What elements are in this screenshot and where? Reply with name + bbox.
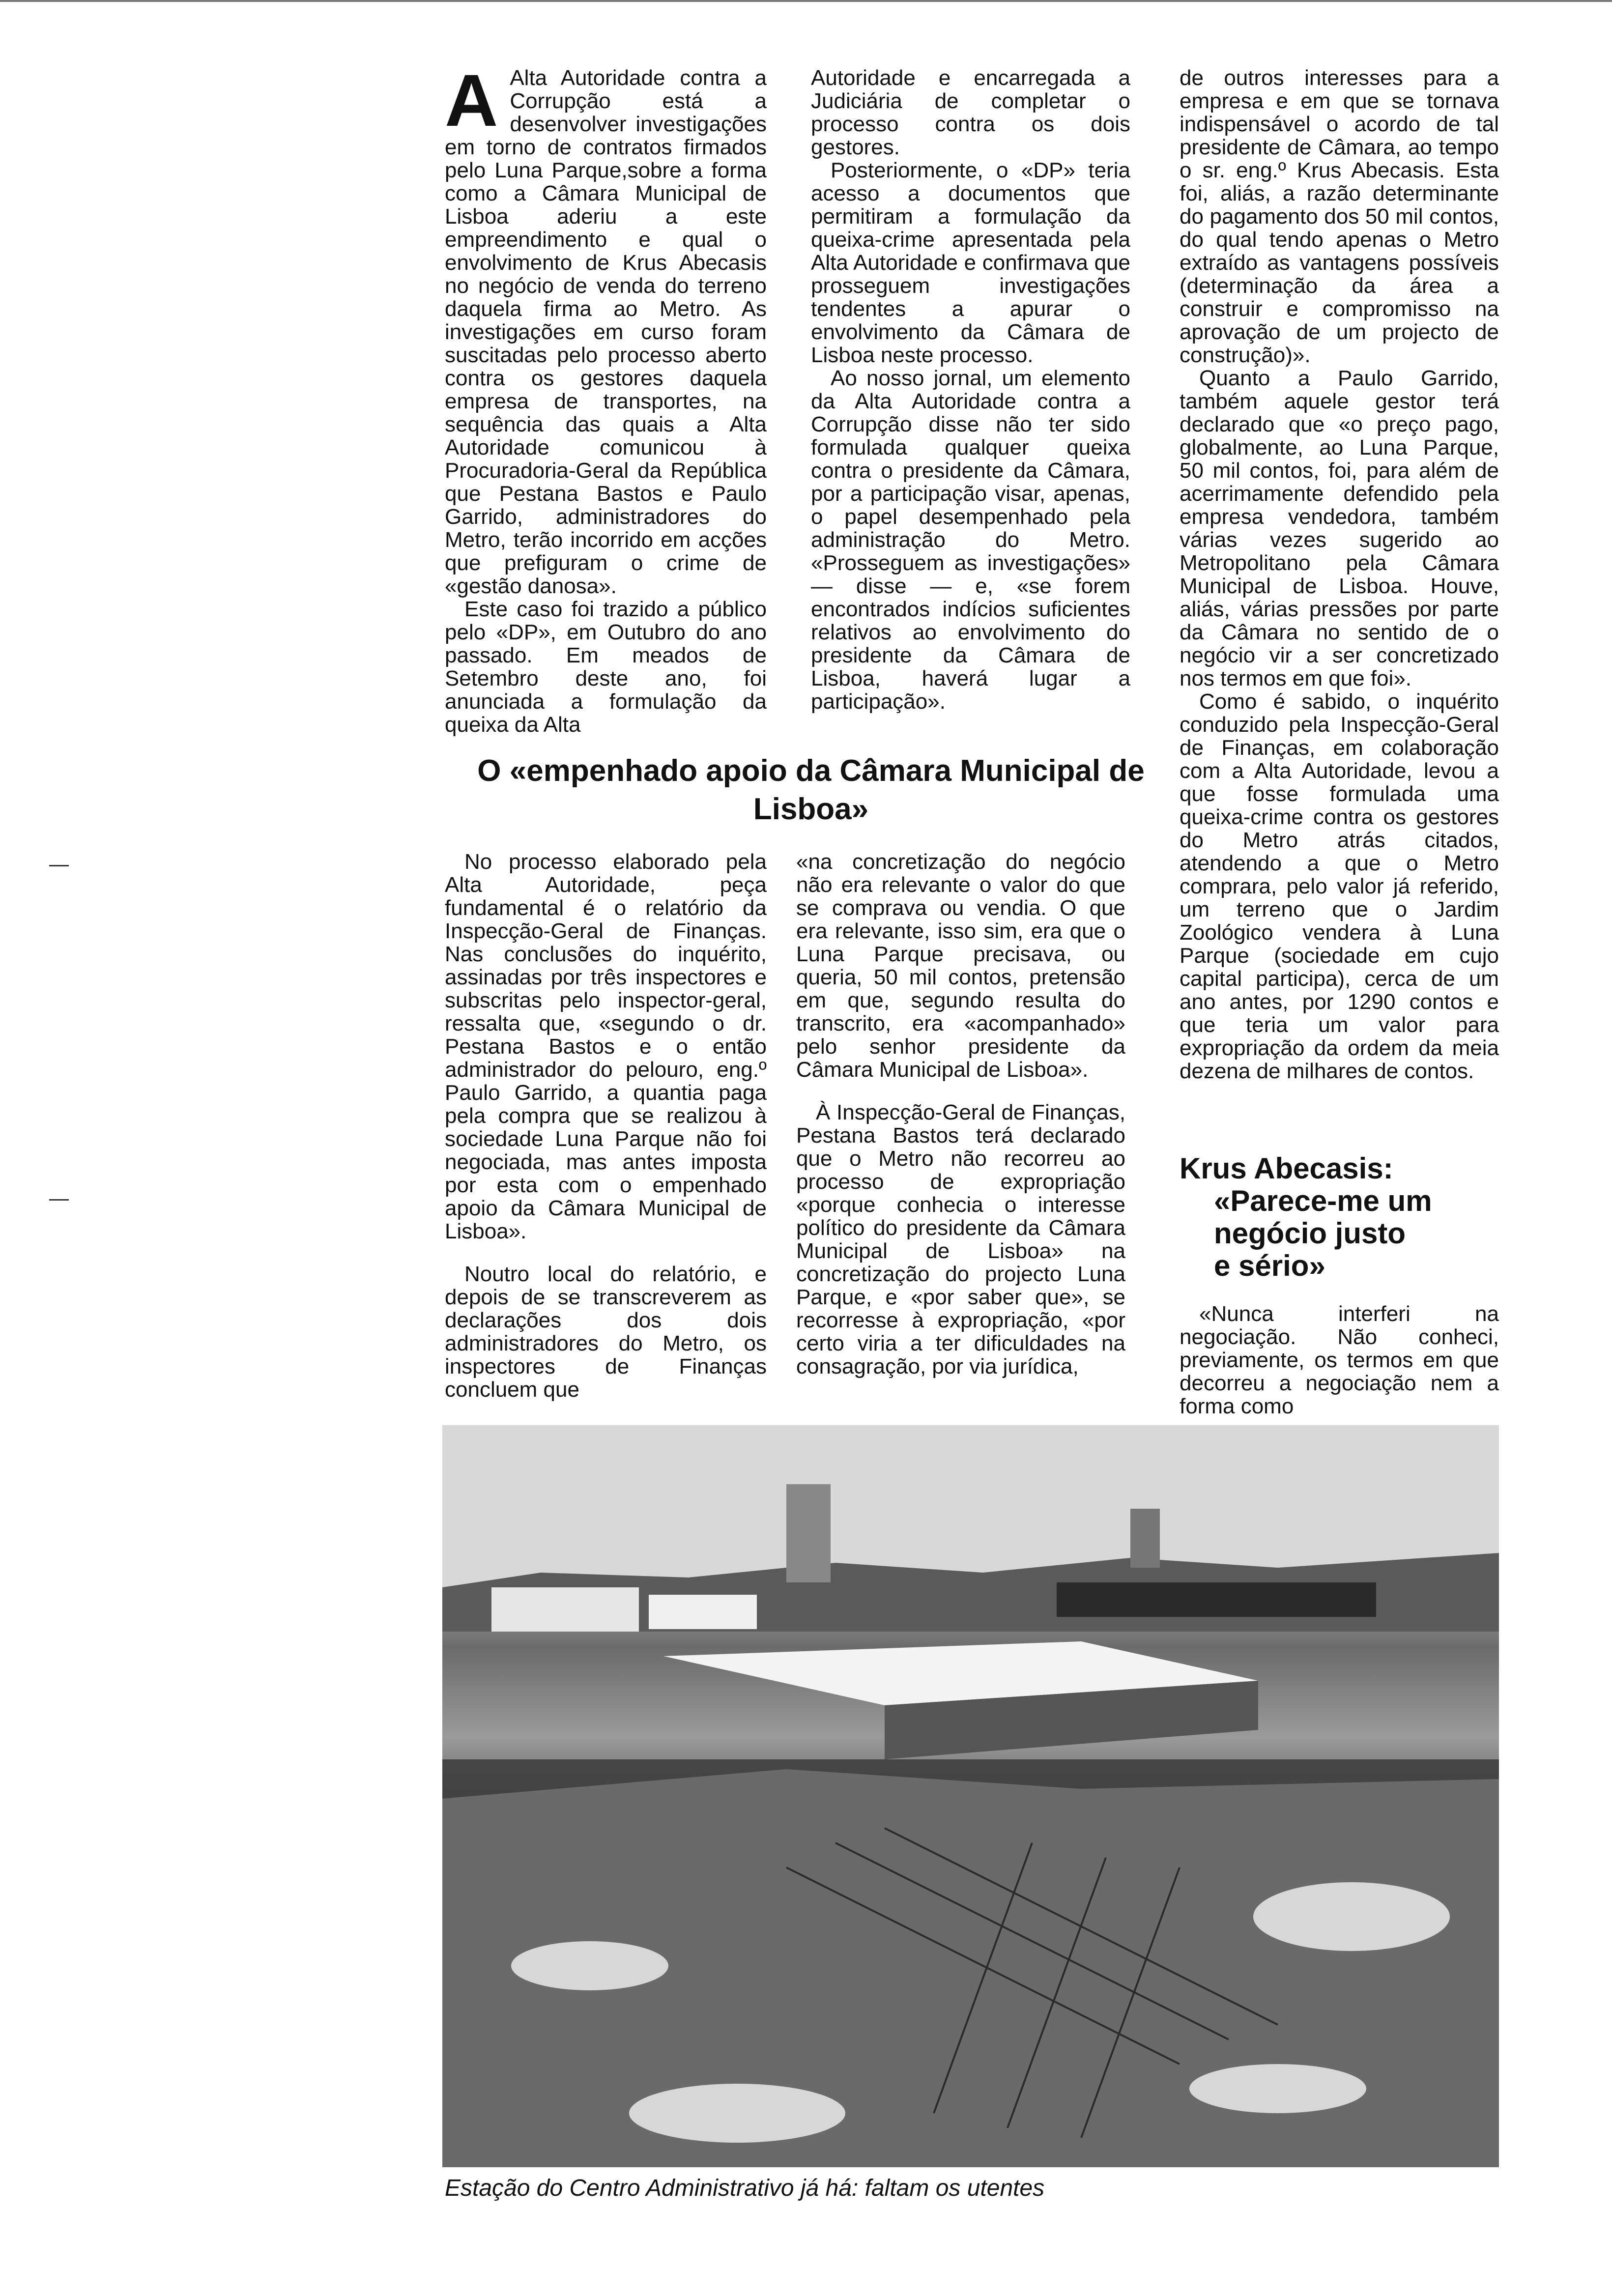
article-column-2-bottom [796,850,1125,1378]
paragraph: de outros interesses para a empresa e em que se tornava indispensável o acordo de tal presidente de Câmara, ao tempo o sr. eng.º Krus Abecasis. Esta foi, aliás, a razão determinante do pagamento dos 50 mil contos, do qual tendo apenas o Metro extraído as vantagens possíveis (determinação da área a construir e compromisso na aprovação de um projecto de construção)». [1180,66,1499,367]
subheadline [1180,1152,1494,1282]
construction-site-photo [442,1425,1499,2167]
margin-mark [49,1199,69,1201]
paragraph: «na concretização do negócio não era relevante o valor do que se comprava ou vendia. O que era relevante, isso sim, era que o Luna Parque precisava, ou queria, 50 mil contos, pretensão em que, segundo resulta do transcrito, era «acompanhado» pelo senhor presidente da Câmara Municipal de Lisboa». [796,850,1125,1082]
paragraph: Este caso foi trazido a público pelo «DP», em Outubro do ano passado. Em meados de Setembro deste ano, foi anunciada a formulação da queixa da Alta [445,597,767,737]
subheadline-line: «Parece-me um [1214,1184,1432,1217]
article-column-3-bottom [1180,1302,1499,1418]
subheadline-line: e sério» [1214,1249,1325,1282]
article-column-1-bottom [445,850,767,1401]
paragraph: Alta Autoridade contra a Corrupção está a desenvolver investigações em torno de contratos firmados pelo Luna Parque,sobre a forma como a Câmara Municipal de Lisboa aderiu a este empreendimento e qual o envolvimento de Krus Abecasis no negócio de venda do terreno daquela firma ao Metro. As investigações em curso foram suscitadas pelo processo aberto contra os gestores daquela empresa de transportes, na sequência das quais a Alta Autoridade comunicou à Procuradoria-Geral da República que Pestana Bastos e Paulo Garrido, administradores do Metro, terão incorrido em acções que prefiguram o crime de «gestão danosa». [445,66,767,598]
paragraph: Posteriormente, o «DP» teria acesso a documentos que permitiram a formulação da queixa-crime apresentada pela Alta Autoridade e confirmava que prosseguem investigações tendentes a apurar o envolvimento da Câmara de Lisboa neste processo. [811,158,1130,367]
photo-illustration [442,1425,1499,2167]
section-headline: O «empenhado apoio da Câmara Municipal de Lisboa» [477,754,1145,826]
subheadline-line: Krus Abecasis: [1180,1152,1393,1185]
paragraph: Como é sabido, o inquérito conduzido pela Inspecção-Geral de Finanças, em colaboração com a Alta Autoridade, levou a que fosse formulada uma queixa-crime contra os gestores do Metro atrás citados, atendendo a que o Metro comprara, pelo valor já referido, um terreno que o Jardim Zoológico vendera à Luna Parque (sociedade em cujo capital participa), cerca de um ano antes, por 1290 contos e que teria um valor para expropriação da ordem da meia dezena de milhares de contos. [1180,689,1499,1083]
top-rule [0,0,1612,2]
subheadline-line: negócio justo [1214,1217,1406,1250]
paragraph: «Nunca interferi na negociação. Não conheci, previamente, os termos em que decorreu a negociação nem a forma como [1180,1302,1499,1418]
paragraph: Noutro local do relatório, e depois de se transcreverem as declarações dos dois administradores do Metro, os inspectores de Finanças concluem que [445,1262,767,1402]
article-column-3 [1180,66,1499,1083]
paragraph: Autoridade e encarregada a Judiciária de completar o processo contra os dois gestores. [811,66,1130,159]
margin-mark [49,865,69,866]
article-column-2-top [811,66,1130,713]
paragraph: Quanto a Paulo Garrido, também aquele gestor terá declarado que «o preço pago, globalmente, ao Luna Parque, 50 mil contos, foi, para além de acerrimamente defendido pela empresa vendedora, também várias vezes sugerido ao Metropolitano pela Câmara Municipal de Lisboa. Houve, aliás, várias pressões por parte da Câmara no sentido de o negócio vir a ser concretizado nos termos em que foi». [1180,366,1499,690]
photo-caption: Estação do Centro Administrativo já há: faltam os utentes [445,2175,1045,2201]
paragraph: À Inspecção-Geral de Finanças, Pestana Bastos terá declarado que o Metro não recorreu ao processo de expropriação «porque conhecia o interesse político do presidente da Câmara Municipal de Lisboa» na concretização do projecto Luna Parque, e «por saber que», se recorresse à expropriação, «por certo viria a ter dificuldades na consagração, por via jurídica, [796,1100,1125,1378]
drop-cap: A [445,59,498,142]
article-column-1-top [445,59,767,737]
paragraph: Ao nosso jornal, um elemento da Alta Autoridade contra a Corrupção disse não ter sido formulada qualquer queixa contra o presidente da Câmara, por a participação visar, apenas, o papel desempenhado pela administração do Metro. «Prosseguem as investigações» — disse — e, «se forem encontrados indícios suficientes relativos ao envolvimento do presidente da Câmara de Lisboa, haverá lugar a participação». [811,366,1130,714]
paragraph: No processo elaborado pela Alta Autoridade, peça fundamental é o relatório da Inspecção-Geral de Finanças. Nas conclusões do inquérito, assinadas por três inspectores e subscritas pelo inspector-geral, ressalta que, «segundo o dr. Pestana Bastos e o então administrador do pelouro, eng.º Paulo Garrido, a quantia paga pela compra que se realizou à sociedade Luna Parque não foi negociada, mas antes imposta por esta com o empenhado apoio da Câmara Municipal de Lisboa». [445,850,767,1243]
